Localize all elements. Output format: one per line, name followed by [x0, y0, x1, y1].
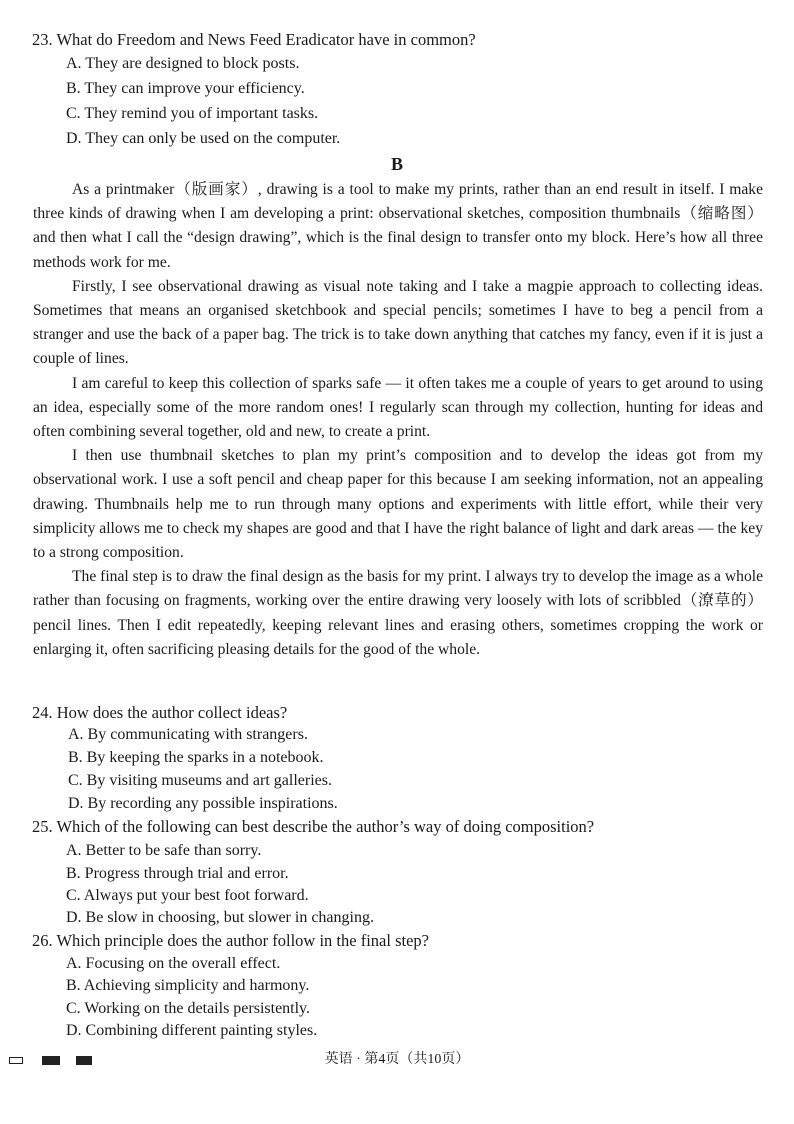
question-26-stem: 26. Which principle does the author follow in the final step? [32, 931, 429, 950]
question-23-stem: 23. What do Freedom and News Feed Eradicator have in common? [32, 30, 476, 49]
question-25-option-d: D. Be slow in choosing, but slower in changing. [66, 909, 374, 926]
question-23-option-a: A. They are designed to block posts. [66, 55, 300, 72]
question-25-option-b: B. Progress through trial and error. [66, 865, 289, 882]
question-26-option-c: C. Working on the details persistently. [66, 1000, 311, 1017]
reading-passage [33, 178, 763, 662]
question-23-option-b: B. They can improve your efficiency. [66, 80, 305, 97]
question-24-option-c: C. By visiting museums and art galleries. [68, 772, 332, 789]
question-24-option-a: A. By communicating with strangers. [68, 726, 308, 743]
question-23-option-c: C. They remind you of important tasks. [66, 105, 319, 122]
question-24-option-b: B. By keeping the sparks in a notebook. [68, 749, 324, 766]
question-26-option-b: B. Achieving simplicity and harmony. [66, 977, 310, 994]
passage-paragraph-3: I am careful to keep this collection of sparks safe — it often takes me a couple of years to get around to using an idea, especially some of the more random ones! I regularly scan through my collection, hunting for ideas and often combining several together, old and new, to create a print. [33, 374, 763, 441]
question-25-option-c: C. Always put your best foot forward. [66, 887, 309, 904]
question-24-stem: 24. How does the author collect ideas? [32, 703, 288, 722]
passage-paragraph-1: As a printmaker（版画家）, drawing is a tool to make my prints, rather than an end result in itself. I make three kinds of drawing when I am developing a print: observational sketches, composition thumbnails（缩略图）and then what I call the “design drawing”, which is the final design to transfer onto my block. Here’s how all three methods work for me. [33, 181, 763, 271]
passage-paragraph-4: I then use thumbnail sketches to plan my print’s composition and to develop the ideas got from my observational work. I use a soft pencil and cheap paper for this because I am seeking information, not an appealing drawing. Thumbnails help me to run through many options and experiments with little effort, while their very simplicity allows me to check my shapes are good and that I have the right balance of light and dark areas — the key to a strong composition. [33, 447, 763, 562]
question-26-option-a: A. Focusing on the overall effect. [66, 955, 281, 972]
page-footer [0, 1048, 794, 1072]
page-number: 英语 · 第4页（共10页） [324, 1052, 470, 1067]
question-25-stem: 25. Which of the following can best describe the author’s way of doing composition? [32, 817, 595, 836]
question-24-option-d: D. By recording any possible inspirations. [68, 795, 338, 812]
question-23-option-d: D. They can only be used on the computer. [66, 130, 341, 147]
section-title: B [390, 154, 403, 174]
passage-paragraph-5: The final step is to draw the final design as the basis for my print. I always try to develop the image as a whole rather than focusing on fragments, working over the entire drawing very loosely with lots of scribbled（潦草的）pencil lines. Then I edit repeatedly, keeping relevant lines and erasing others, sometimes cropping the work or enlarging it, often sacrificing pleasing details for the good of the whole. [33, 568, 763, 658]
passage-paragraph-2: Firstly, I see observational drawing as visual note taking and I take a magpie approach to collecting ideas. Sometimes that means an organised sketchbook and special pencils; sometimes I have to beg a pencil from a stranger and use the back of a paper bag. The trick is to take down anything that catches my fancy, even if it is just a couple of lines. [33, 277, 763, 368]
question-26-option-d: D. Combining different painting styles. [66, 1022, 318, 1039]
question-25-option-a: A. Better to be safe than sorry. [66, 842, 262, 859]
